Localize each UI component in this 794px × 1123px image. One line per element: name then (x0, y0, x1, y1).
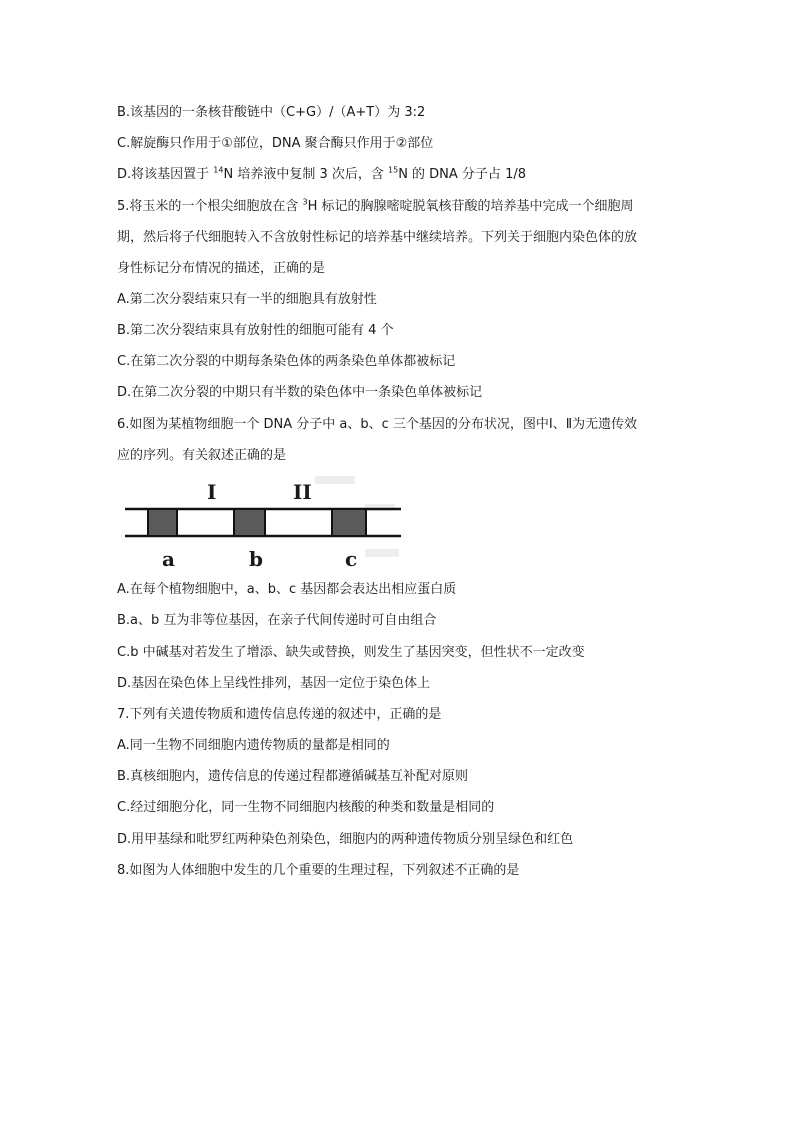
question-5-stem-line-1: 5.将玉米的一个根尖细胞放在含 $^3$H 标记的胸腺嘧啶脱氧核苷酸的培养基中完成一个细胞周 (117, 197, 634, 214)
question-8-stem: 8.如图为人体细胞中发生的几个重要的生理过程，下列叙述不正确的是 (117, 863, 520, 878)
option-5c: C.在第二次分裂的中期每条染色体的两条染色单体都被标记 (117, 354, 456, 369)
sequence-ii-label: II (293, 480, 312, 504)
option-7a: A.同一生物不同细胞内遗传物质的量都是相同的 (117, 738, 390, 753)
question-5-stem-line-2: 期，然后将子代细胞转入不含放射性标记的培养基中继续培养。下列关于细胞内染色体的放 (117, 230, 638, 245)
option-6a: A.在每个植物细胞中，a、b、c 基因都会表达出相应蛋白质 (117, 582, 457, 597)
option-5b: B.第二次分裂结束具有放射性的细胞可能有 4 个 (117, 323, 394, 338)
gene-a-label: a (162, 547, 175, 571)
option-7d: D.用甲基绿和吡罗红两种染色剂染色，细胞内的两种遗传物质分别呈绿色和红色 (117, 832, 574, 847)
question-6-stem-line-2: 应的序列。有关叙述正确的是 (117, 448, 287, 463)
dna-gene-figure (125, 474, 401, 574)
option-6b: B.a、b 互为非等位基因，在亲子代间传递时可自由组合 (117, 613, 437, 628)
option-6d: D.基因在染色体上呈线性排列，基因一定位于染色体上 (117, 676, 431, 691)
sequence-i-label: I (207, 480, 217, 504)
gene-b-box (234, 509, 265, 536)
option-7b: B.真核细胞内，遗传信息的传递过程都遵循碱基互补配对原则 (117, 769, 469, 784)
option-4b: B.该基因的一条核苷酸链中（C+G）/（A+T）为 3:2 (117, 105, 426, 120)
gene-b-label: b (249, 547, 263, 571)
question-6-stem-line-1: 6.如图为某植物细胞一个 DNA 分子中 a、b、c 三个基因的分布状况，图中Ⅰ、Ⅱ为无遗传效 (117, 417, 638, 432)
option-6c: C.b 中碱基对若发生了增添、缺失或替换，则发生了基因突变，但性状不一定改变 (117, 645, 585, 660)
gene-a-box (148, 509, 177, 536)
option-5d: D.在第二次分裂的中期只有半数的染色体中一条染色单体被标记 (117, 385, 483, 400)
option-7c: C.经过细胞分化，同一生物不同细胞内核酸的种类和数量是相同的 (117, 800, 495, 815)
gene-c-box (332, 509, 366, 536)
question-7-stem: 7.下列有关遗传物质和遗传信息传递的叙述中，正确的是 (117, 707, 442, 722)
question-5-stem-line-3: 身性标记分布情况的描述，正确的是 (117, 261, 326, 276)
option-4c: C.解旋酶只作用于①部位，DNA 聚合酶只作用于②部位 (117, 136, 434, 151)
option-4d: D.将该基因置于 $^{14}$N 培养液中复制 3 次后，含 $^{15}$N 的 DNA 分子占 1/8 (117, 165, 526, 182)
option-5a: A.第二次分裂结束只有一半的细胞具有放射性 (117, 292, 377, 307)
gene-c-label: c (345, 547, 358, 571)
